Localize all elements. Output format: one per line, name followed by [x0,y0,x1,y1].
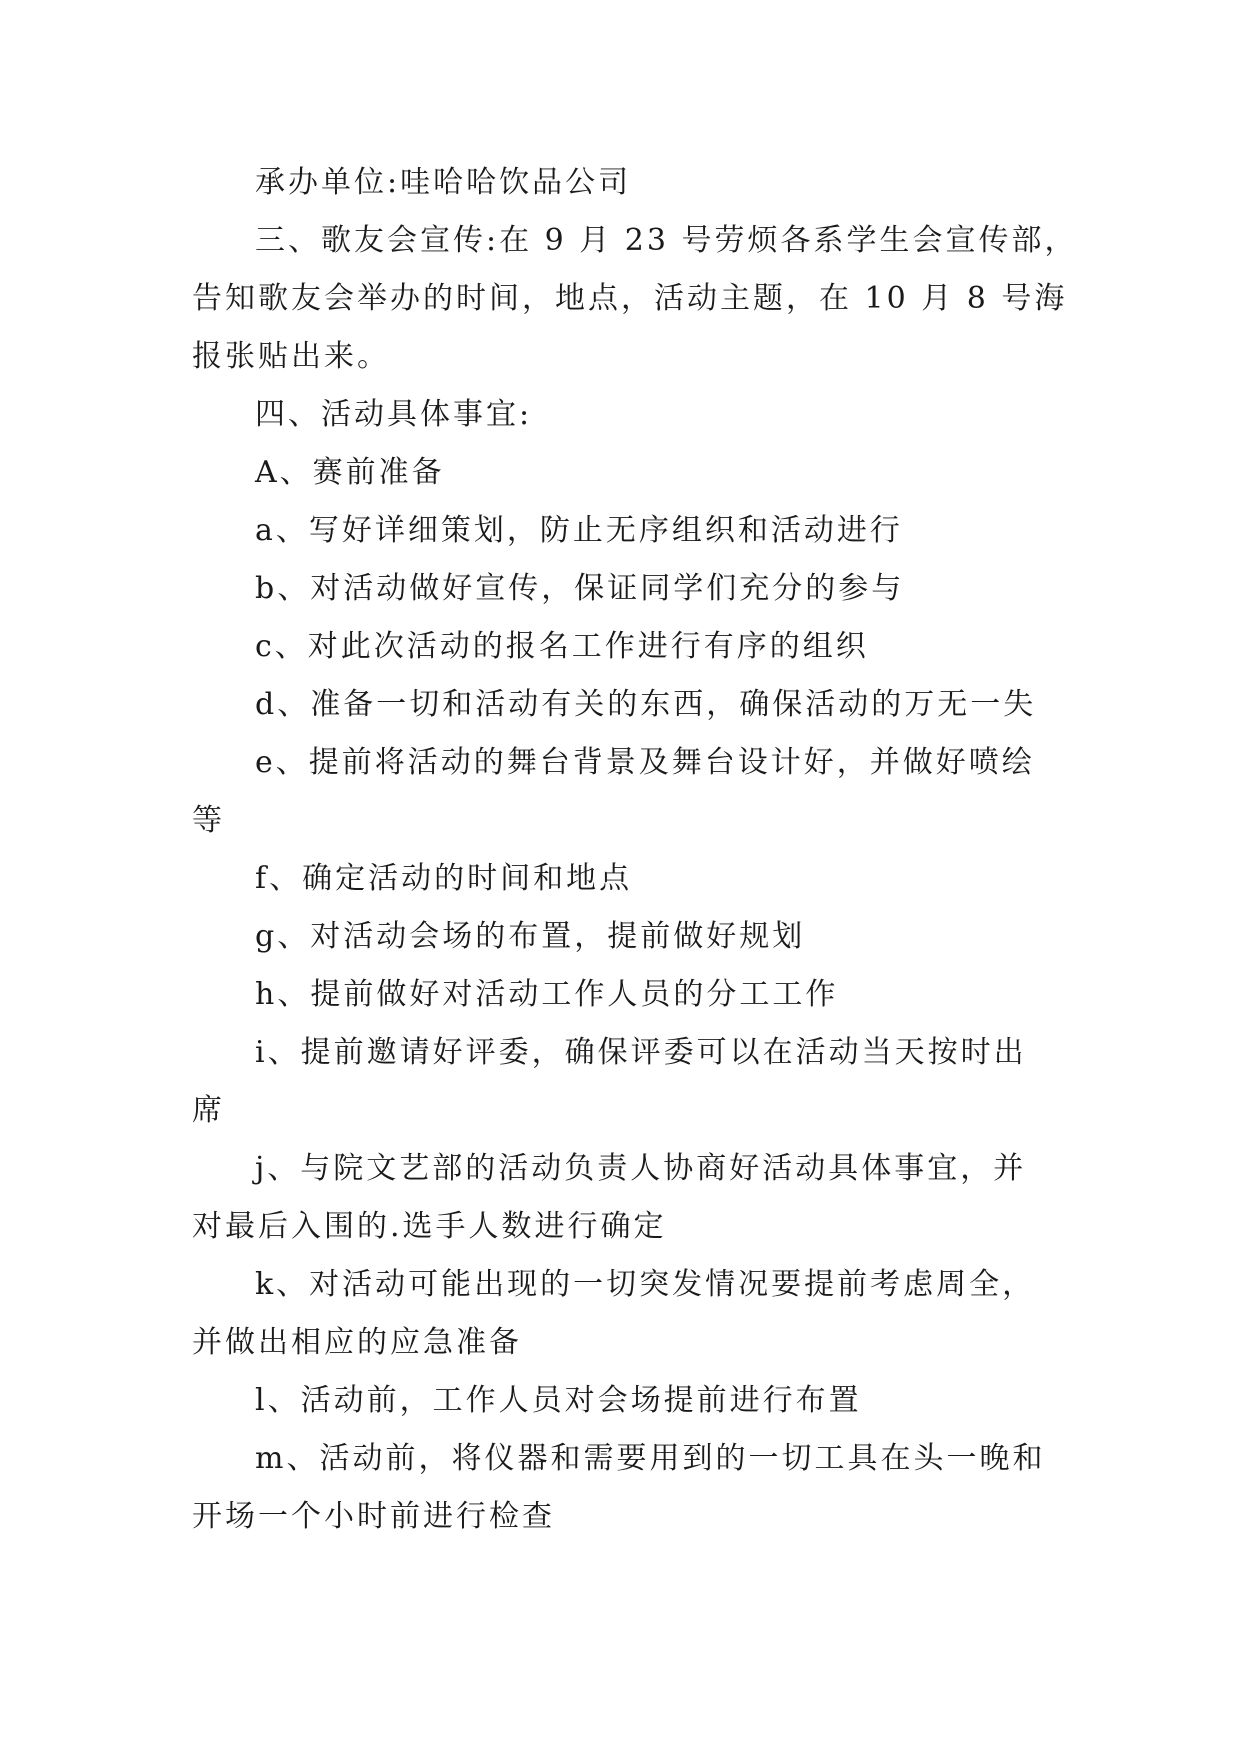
section-heading: 四、活动具体事宜: [255,397,533,432]
list-item: a、写好详细策划，防止无序组织和活动进行 [255,513,903,548]
list-item: i、提前邀请好评委，确保评委可以在活动当天按时出 [255,1035,1027,1070]
list-item-continuation: 开场一个小时前进行检查 [192,1499,555,1534]
list-item: m、活动前，将仪器和需要用到的一切工具在头一晚和 [255,1441,1046,1476]
subsection-heading: A、赛前准备 [255,455,445,490]
list-item-continuation: 等 [192,803,225,838]
list-item: b、对活动做好宣传，保证同学们充分的参与 [255,571,905,606]
paragraph-line: 告知歌友会举办的时间，地点，活动主题，在 10 月 8 号海 [192,281,1068,316]
list-item-continuation: 对最后入围的.选手人数进行确定 [192,1209,667,1244]
paragraph-line: 三、歌友会宣传:在 9 月 23 号劳烦各系学生会宣传部， [255,223,1078,258]
list-item-continuation: 并做出相应的应急准备 [192,1325,522,1360]
list-item: f、确定活动的时间和地点 [255,861,633,896]
list-item: g、对活动会场的布置，提前做好规划 [255,919,806,954]
list-item: l、活动前，工作人员对会场提前进行布置 [255,1383,862,1418]
list-item-continuation: 席 [192,1093,225,1128]
list-item: k、对活动可能出现的一切突发情况要提前考虑周全， [255,1267,1036,1302]
list-item: d、准备一切和活动有关的东西，确保活动的万无一失 [255,687,1037,722]
paragraph-line: 承办单位:哇哈哈饮品公司 [255,165,632,200]
list-item: c、对此次活动的报名工作进行有序的组织 [255,629,869,664]
list-item: e、提前将活动的舞台背景及舞台设计好，并做好喷绘 [255,745,1035,780]
paragraph-line: 报张贴出来。 [192,339,390,374]
list-item: j、与院文艺部的活动负责人协商好活动具体事宜，并 [255,1151,1027,1186]
list-item: h、提前做好对活动工作人员的分工工作 [255,977,839,1012]
